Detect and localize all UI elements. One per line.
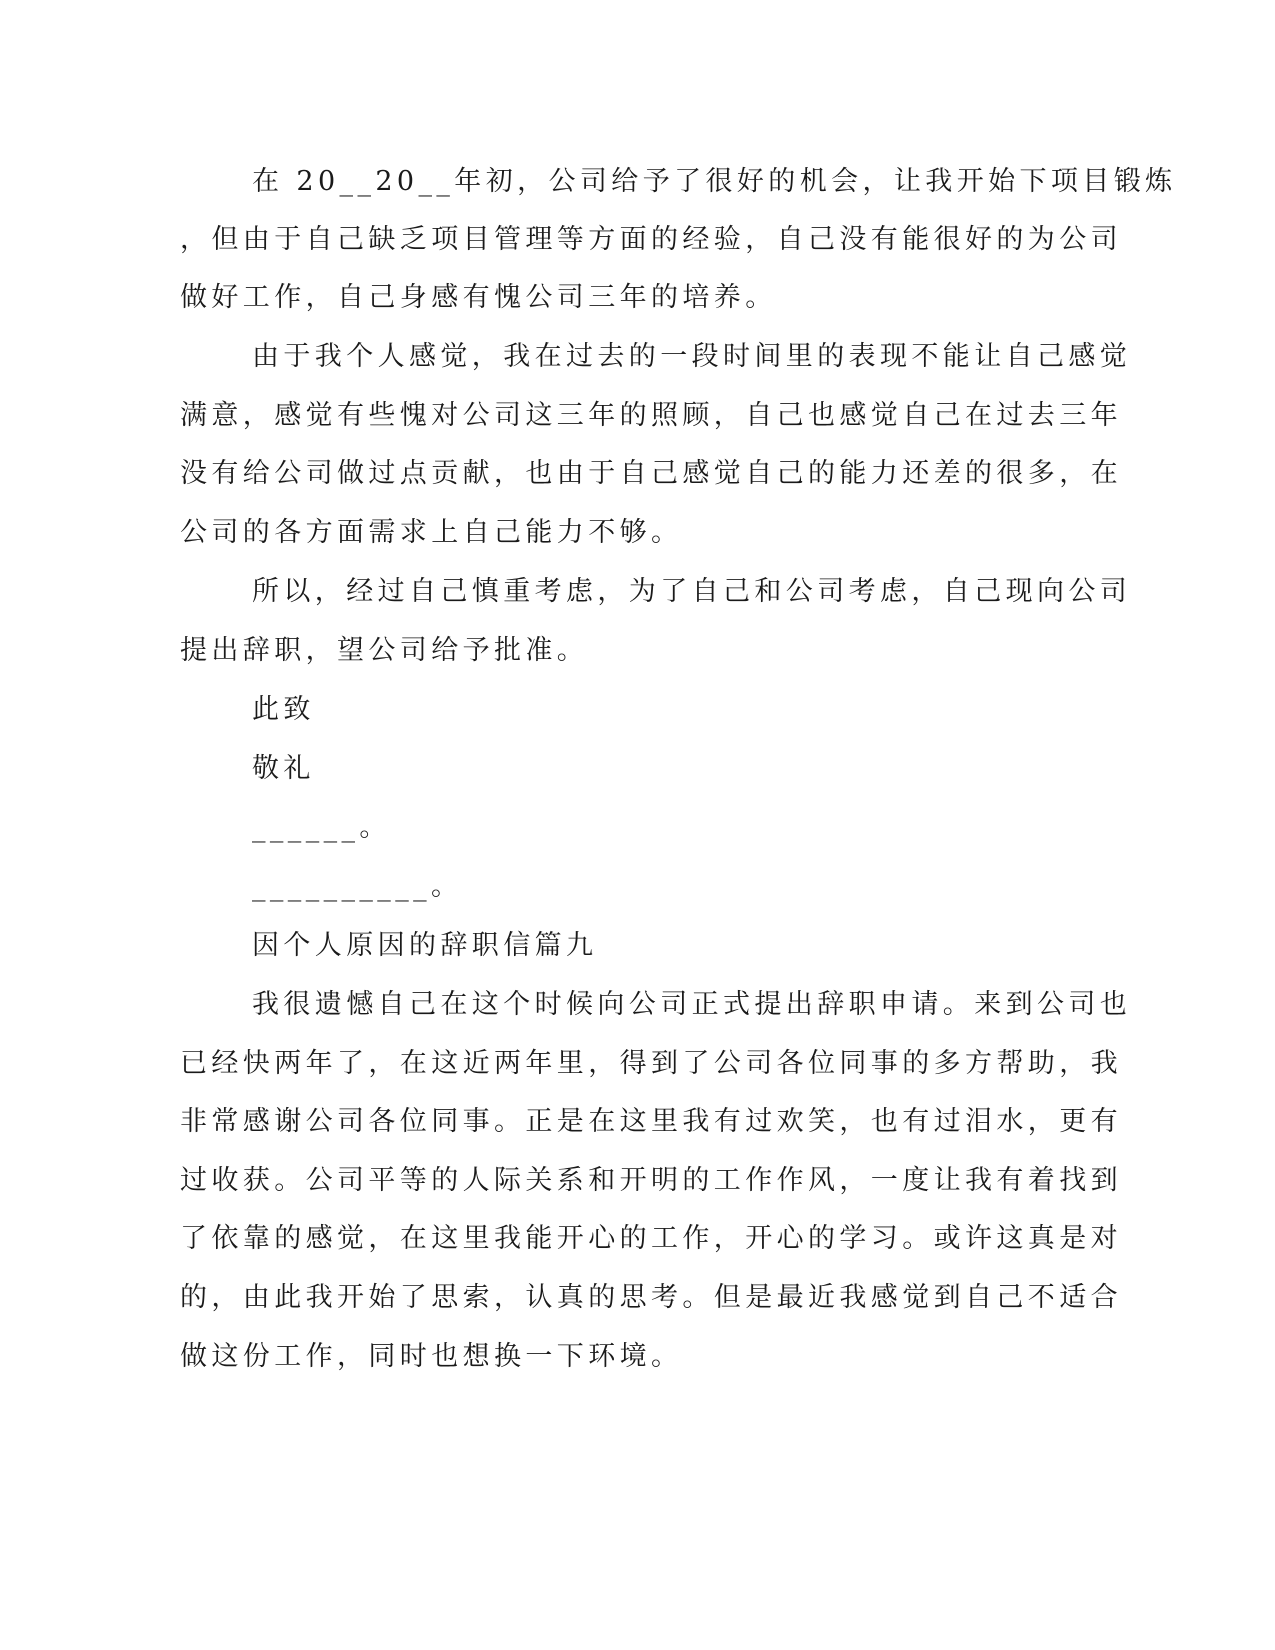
section-title: 因个人原因的辞职信篇九 — [252, 930, 598, 961]
paragraph-line: 我很遗憾自己在这个时候向公司正式提出辞职申请。来到公司也 — [252, 989, 1132, 1020]
paragraph-line: 没有给公司做过点贡献，也由于自己感觉自己的能力还差的很多，在 — [180, 458, 1122, 489]
paragraph-line: 所以，经过自己慎重考虑，为了自己和公司考虑，自己现向公司 — [252, 576, 1132, 607]
paragraph-line: 满意，感觉有些愧对公司这三年的照顾，自己也感觉自己在过去三年 — [180, 400, 1122, 431]
paragraph-line: 由于我个人感觉，我在过去的一段时间里的表现不能让自己感觉 — [252, 341, 1132, 372]
date-blank: __________。 — [252, 871, 463, 902]
paragraph-line: 做这份工作，同时也想换一下环境。 — [180, 1341, 683, 1372]
paragraph-line: ，但由于自己缺乏项目管理等方面的经验，自己没有能很好的为公司 — [180, 224, 1122, 255]
paragraph-line: 了依靠的感觉，在这里我能开心的工作，开心的学习。或许这真是对 — [180, 1223, 1122, 1254]
paragraph-line: 提出辞职，望公司给予批准。 — [180, 635, 589, 666]
paragraph-line: 做好工作，自己身感有愧公司三年的培养。 — [180, 282, 777, 313]
paragraph-line: 的，由此我开始了思索，认真的思考。但是最近我感觉到自己不适合 — [180, 1282, 1122, 1313]
salutation-line: 敬礼 — [252, 753, 315, 784]
paragraph-line: 已经快两年了，在这近两年里，得到了公司各位同事的多方帮助，我 — [180, 1048, 1122, 1079]
paragraph-line: 非常感谢公司各位同事。正是在这里我有过欢笑，也有过泪水，更有 — [180, 1106, 1122, 1137]
salutation-line: 此致 — [252, 694, 315, 725]
paragraph-line: 公司的各方面需求上自己能力不够。 — [180, 517, 683, 548]
signature-blank: ______。 — [252, 812, 391, 843]
paragraph-line: 在 20__20__年初，公司给予了很好的机会，让我开始下项目锻炼 — [252, 166, 1177, 197]
paragraph-line: 过收获。公司平等的人际关系和开明的工作作风，一度让我有着找到 — [180, 1165, 1122, 1196]
